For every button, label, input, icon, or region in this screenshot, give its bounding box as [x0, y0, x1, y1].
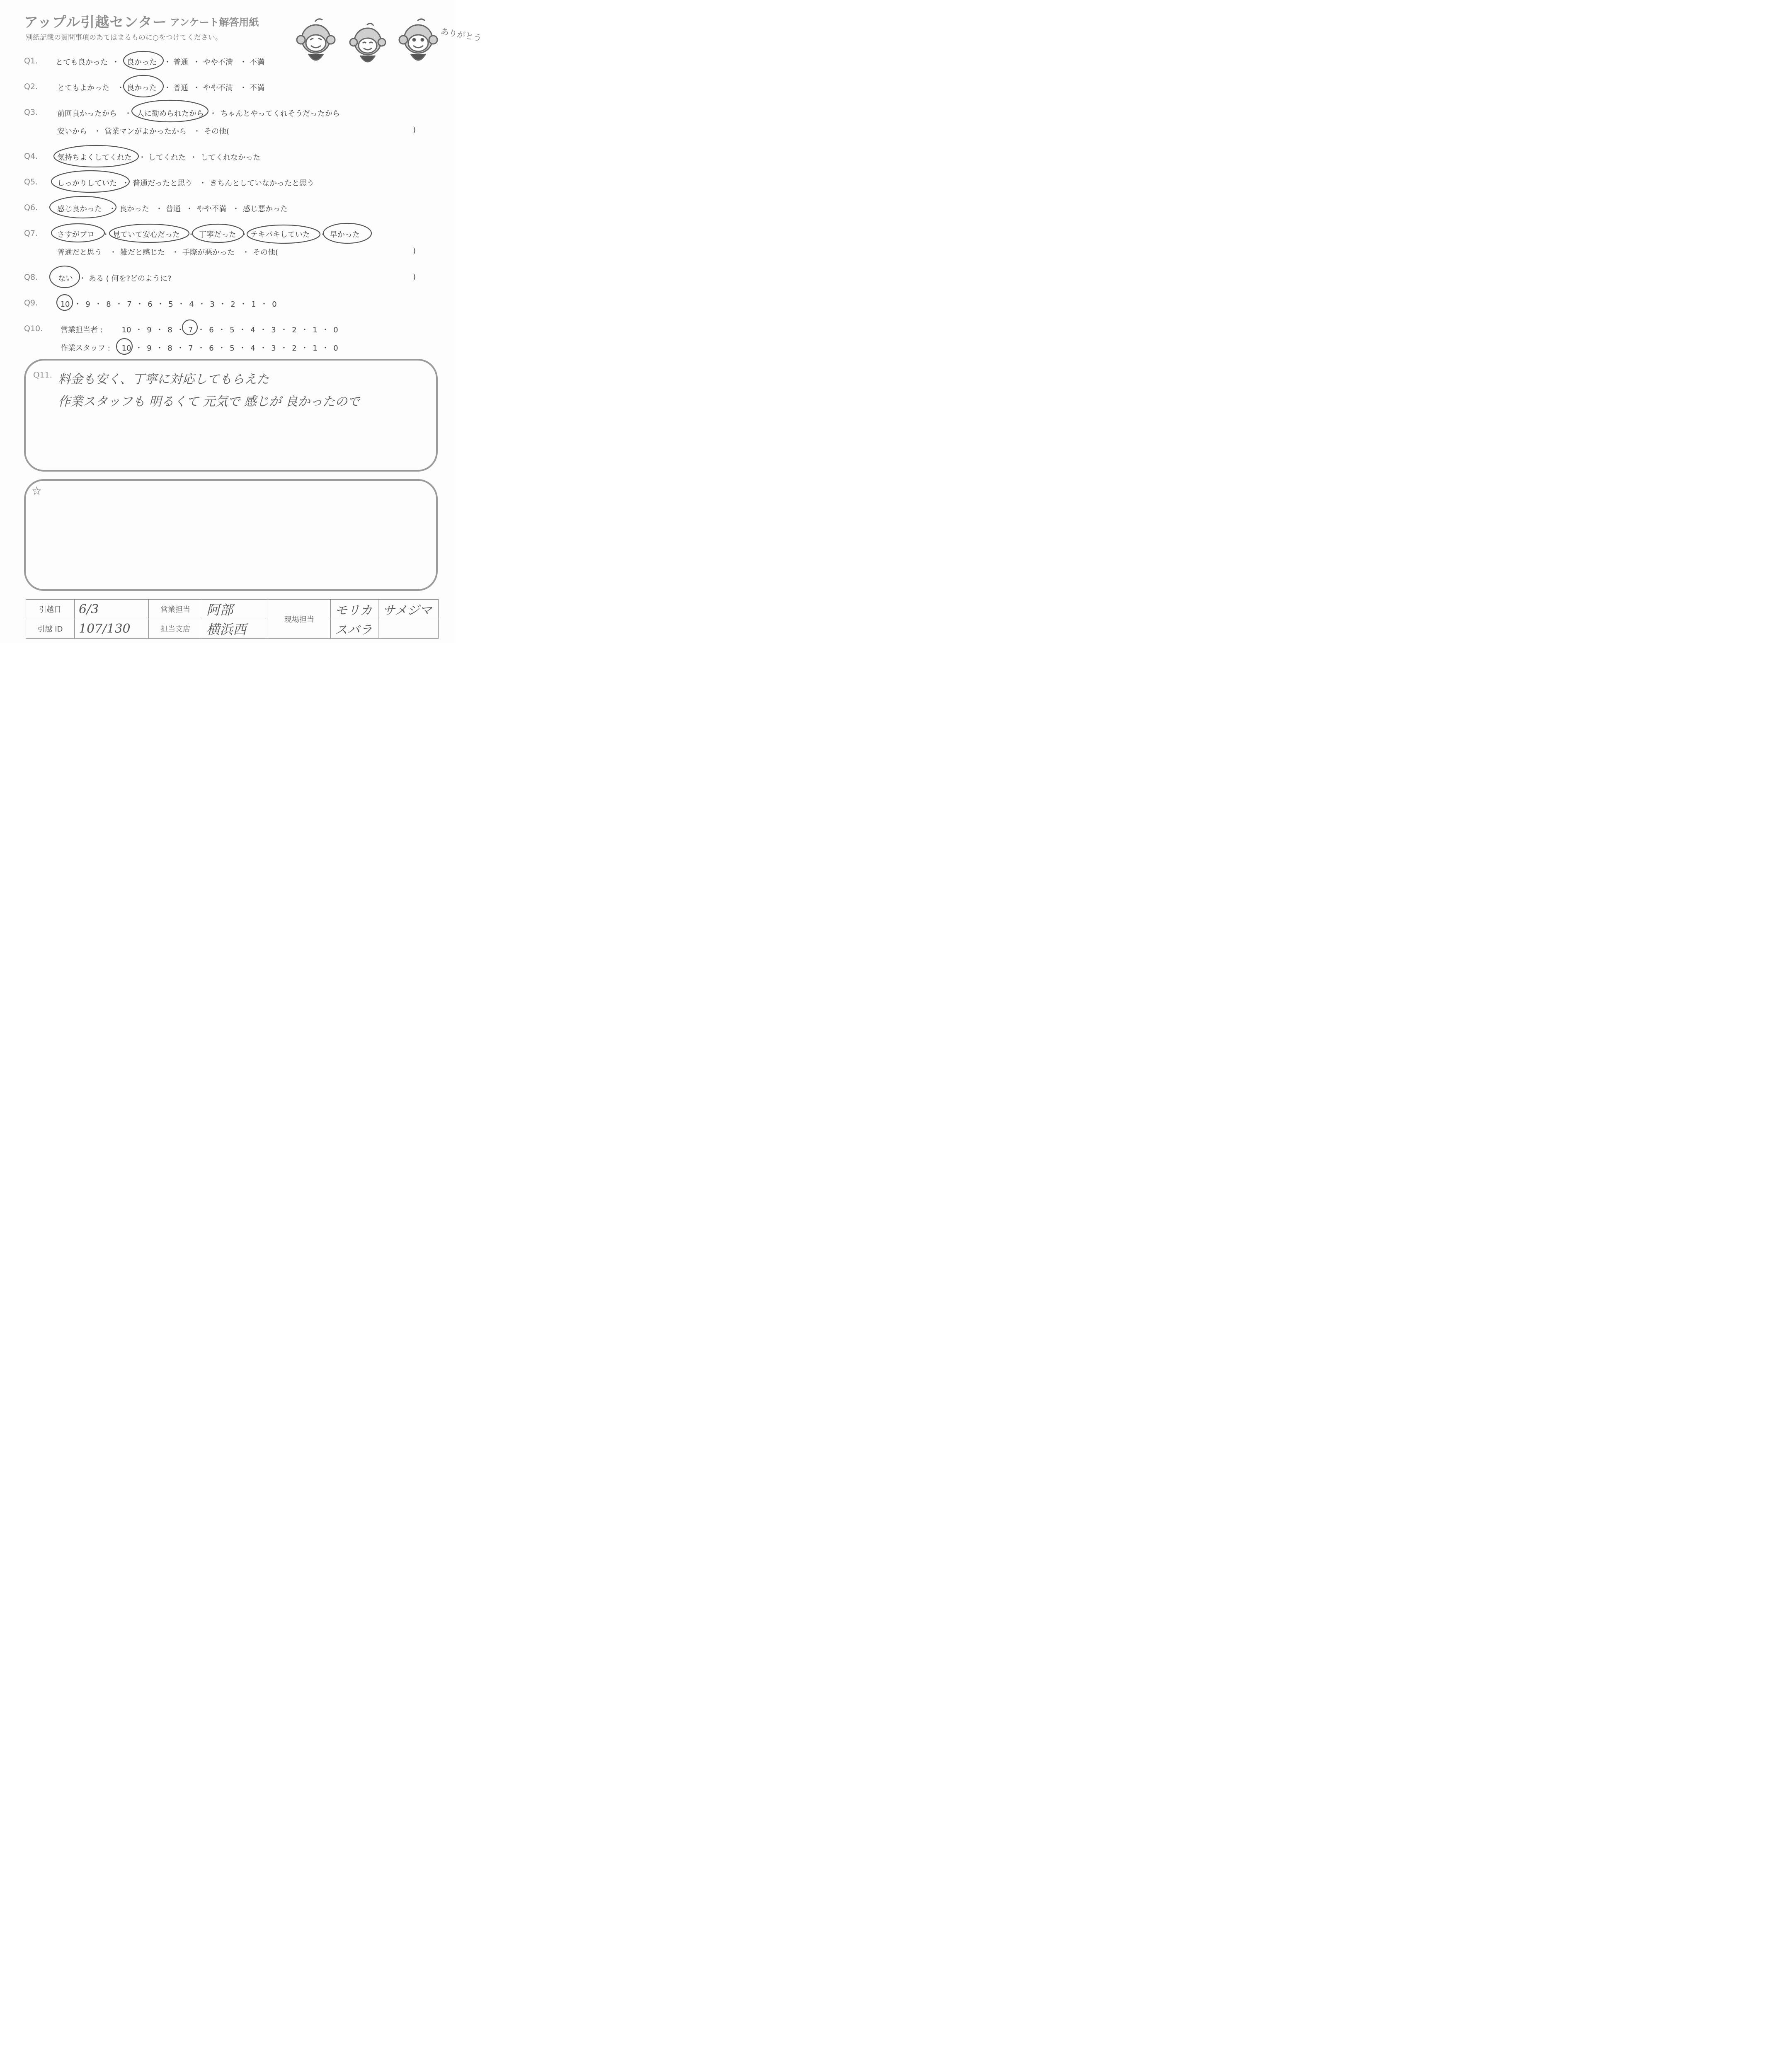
separator: ・	[240, 58, 247, 67]
circle-q4-selected	[54, 145, 138, 167]
separator: ・	[190, 153, 197, 162]
q6-option-4[interactable]: やや不満	[196, 205, 226, 213]
circle-q10-sales-selected	[182, 320, 197, 335]
field-staff-2[interactable]: サメジマ	[378, 600, 439, 619]
company-title: アップル引越センター	[24, 14, 167, 31]
q10-sales-option-9[interactable]: 9	[147, 326, 152, 334]
separator: ・	[322, 344, 329, 353]
q10-sales-option-2[interactable]: 2	[292, 326, 297, 334]
q2-option-2[interactable]: 良かった	[127, 84, 157, 92]
q5-option-3[interactable]: きちんとしていなかったと思う	[210, 179, 314, 188]
q1-option-3[interactable]: 普通	[173, 58, 188, 67]
q3-option-1[interactable]: 前回良かったから	[57, 109, 117, 118]
separator: ・	[301, 344, 308, 353]
move-date-label: 引越日	[26, 600, 75, 619]
q7-option-3[interactable]: 丁寧だった	[199, 230, 236, 239]
q9-option-0[interactable]: 0	[272, 300, 277, 309]
separator: ・	[280, 326, 288, 334]
separator: ・	[193, 84, 200, 92]
q4-option-2[interactable]: してくれた	[148, 153, 186, 162]
q9-option-2[interactable]: 2	[230, 300, 235, 309]
separator: ・	[193, 58, 200, 67]
q1-option-1[interactable]: とても良かった	[56, 58, 108, 67]
q8-option-1[interactable]: ない	[58, 274, 73, 283]
q3-option-2[interactable]: 人に勧められたから	[137, 109, 204, 118]
separator: ・	[138, 153, 146, 162]
separator: ・	[74, 300, 81, 309]
separator: ・	[197, 344, 205, 353]
q5-option-2[interactable]: 普通だったと思う	[133, 179, 192, 188]
q2-option-3[interactable]: 普通	[173, 84, 188, 92]
separator: ・	[164, 84, 171, 92]
q1-option-5[interactable]: 不満	[250, 58, 264, 67]
q2-option-5[interactable]: 不満	[250, 84, 264, 92]
separator: ・	[109, 248, 117, 257]
star-icon: ☆	[32, 484, 42, 498]
separator: ・	[177, 326, 184, 334]
q10-sales-option-0[interactable]: 0	[333, 326, 338, 334]
separator: ・	[95, 300, 102, 309]
separator: ・	[209, 109, 217, 118]
q10-sales-option-5[interactable]: 5	[230, 326, 235, 334]
circle-q10-staff-selected	[116, 339, 132, 354]
q2-label: Q2.	[24, 82, 38, 91]
q9-option-7[interactable]: 7	[127, 300, 132, 309]
q10-sales-option-7[interactable]: 7	[188, 326, 193, 334]
separator: ・	[109, 205, 116, 213]
separator: ・	[135, 344, 143, 353]
separator: ・	[239, 344, 246, 353]
separator: ・	[136, 300, 143, 309]
separator: ・	[319, 230, 327, 239]
q9-label: Q9.	[24, 298, 38, 307]
q3-option-4[interactable]: 安いから	[57, 127, 87, 136]
q7-option-5[interactable]: 早かった	[330, 230, 360, 239]
separator: ・	[177, 300, 185, 309]
field-staff-4[interactable]	[378, 619, 439, 639]
q11-handwriting-line-1: 料金も安く、丁寧に対応してもらえた	[58, 372, 269, 387]
sales-rep-value[interactable]: 阿部	[202, 600, 268, 619]
separator: ・	[218, 326, 225, 334]
separator: ・	[199, 179, 206, 188]
q2-option-1[interactable]: とてもよかった	[57, 84, 109, 92]
separator: ・	[198, 300, 206, 309]
q7-option-9[interactable]: その他(	[253, 248, 279, 257]
separator: ・	[187, 230, 195, 239]
instructions: 別紙記載の質問事項のあてはまるものに○をつけてください。	[26, 34, 222, 42]
q3-option-5[interactable]: 営業マンがよかったから	[104, 127, 187, 136]
survey-sheet	[0, 0, 482, 644]
circle-q1-selected	[124, 51, 163, 70]
q5-option-1[interactable]: しっかりしていた	[57, 179, 117, 188]
q1-option-2[interactable]: 良かった	[127, 58, 157, 67]
separator: ・	[322, 326, 329, 334]
mascot-thanks-text: ありがとう	[440, 26, 482, 44]
q6-option-2[interactable]: 良かった	[119, 205, 149, 213]
q4-option-1[interactable]: 気持ちよくしてくれた	[57, 153, 132, 162]
q6-option-1[interactable]: 感じ良かった	[57, 205, 102, 213]
q7-option-8[interactable]: 手際が悪かった	[182, 248, 235, 257]
q2-option-4[interactable]: やや不満	[203, 84, 233, 92]
move-date-value[interactable]: 6/3	[75, 600, 149, 619]
circle-q7-selected-1	[51, 224, 104, 242]
q9-option-6[interactable]: 6	[148, 300, 153, 309]
separator: ・	[242, 248, 250, 257]
q10-sales-option-6[interactable]: 6	[209, 326, 214, 334]
separator: ・	[240, 230, 248, 239]
separator: ・	[122, 179, 129, 188]
q3-option-6[interactable]: その他(	[204, 127, 230, 136]
circle-q6-selected	[50, 196, 116, 218]
separator: ・	[240, 300, 247, 309]
separator: ・	[112, 58, 119, 67]
separator: ・	[259, 344, 267, 353]
sales-rep-label: 営業担当	[149, 600, 202, 619]
q10-staff-option-0[interactable]: 0	[333, 344, 338, 353]
q8-label: Q8.	[24, 273, 38, 282]
separator: ・	[156, 326, 163, 334]
q10-staff-option-3[interactable]: 3	[271, 344, 276, 353]
separator: ・	[156, 344, 163, 353]
circle-q7-selected-3	[192, 224, 244, 242]
q9-option-10[interactable]: 10	[60, 300, 70, 309]
q7-option-2[interactable]: 見ていて安心だった	[113, 230, 180, 239]
footer-info-table	[26, 599, 439, 639]
q8-option-2[interactable]: ある ( 何を?どのように?	[89, 274, 172, 283]
separator: ・	[186, 205, 193, 213]
branch-value[interactable]: 横浜西	[202, 619, 268, 639]
separator: ・	[259, 326, 267, 334]
q6-label: Q6.	[24, 203, 38, 212]
q3-option-3[interactable]: ちゃんとやってくれそうだったから	[221, 109, 340, 118]
separator: ・	[115, 300, 123, 309]
q6-option-3[interactable]: 普通	[166, 205, 181, 213]
field-staff-3[interactable]: スバラ	[331, 619, 378, 639]
q4-option-3[interactable]: してくれなかった	[201, 153, 260, 162]
circle-q8-selected	[50, 266, 80, 288]
separator: ・	[239, 326, 246, 334]
q9-option-1[interactable]: 1	[251, 300, 256, 309]
separator: ・	[102, 230, 109, 239]
q10-sales-option-4[interactable]: 4	[250, 326, 255, 334]
circle-q5-selected	[51, 171, 129, 192]
q9-option-3[interactable]: 3	[210, 300, 215, 309]
separator: ・	[240, 84, 247, 92]
q8-close-paren: )	[413, 273, 416, 281]
q5-label: Q5.	[24, 177, 38, 186]
q7-option-6[interactable]: 普通だと思う	[57, 248, 102, 257]
q10-sales-option-10[interactable]: 10	[121, 326, 131, 334]
separator: ・	[193, 127, 201, 136]
q10-sales-option-8[interactable]: 8	[167, 326, 172, 334]
q7-close-paren: )	[413, 247, 416, 255]
q9-option-8[interactable]: 8	[106, 300, 111, 309]
q10-staff-option-10[interactable]: 10	[121, 344, 131, 353]
q10-staff-option-4[interactable]: 4	[250, 344, 255, 353]
q10-sales-option-1[interactable]: 1	[313, 326, 318, 334]
q4-label: Q4.	[24, 152, 38, 161]
separator: ・	[79, 274, 86, 283]
branch-label: 担当支店	[149, 619, 202, 639]
q11-handwriting-line-2: 作業スタッフも 明るくて 元気で 感じが 良かったので	[58, 395, 360, 409]
separator: ・	[117, 84, 124, 92]
move-id-label: 引越 ID	[26, 619, 75, 639]
separator: ・	[301, 326, 308, 334]
field-staff-1[interactable]: モリカ	[331, 600, 378, 619]
q9-option-5[interactable]: 5	[168, 300, 173, 309]
q1-label: Q1.	[24, 56, 38, 65]
q10-staff-option-9[interactable]: 9	[147, 344, 152, 353]
q9-option-4[interactable]: 4	[189, 300, 194, 309]
separator: ・	[260, 300, 268, 309]
q7-option-1[interactable]: さすがプロ	[57, 230, 95, 239]
separator: ・	[177, 344, 184, 353]
q10-sales-option-3[interactable]: 3	[271, 326, 276, 334]
separator: ・	[232, 205, 240, 213]
separator: ・	[172, 248, 179, 257]
circle-q2-selected	[124, 75, 163, 97]
q10-sales-label: 営業担当者 :	[61, 326, 103, 334]
move-id-value[interactable]: 107/130	[75, 619, 149, 639]
notes-box[interactable]	[24, 479, 438, 591]
sheet-subtitle: アンケート解答用紙	[170, 17, 259, 28]
q10-staff-label: 作業スタッフ :	[61, 344, 110, 353]
separator: ・	[197, 326, 205, 334]
q6-option-5[interactable]: 感じ悪かった	[243, 205, 288, 213]
separator: ・	[157, 300, 164, 309]
q10-staff-option-5[interactable]: 5	[230, 344, 235, 353]
separator: ・	[164, 58, 171, 67]
handwritten-marks	[0, 0, 456, 373]
q9-option-9[interactable]: 9	[85, 300, 90, 309]
q3-close-paren: )	[413, 126, 416, 134]
q11-label: Q11.	[33, 370, 52, 380]
separator: ・	[94, 127, 101, 136]
q7-option-4[interactable]: テキパキしていた	[250, 230, 310, 239]
q10-staff-option-2[interactable]: 2	[292, 344, 297, 353]
q10-label: Q10.	[24, 324, 43, 333]
q7-option-7[interactable]: 雑だと感じた	[120, 248, 165, 257]
separator: ・	[218, 344, 225, 353]
q10-staff-option-7[interactable]: 7	[188, 344, 193, 353]
circle-q7-selected-4	[247, 225, 320, 243]
field-staff-label: 現場担当	[268, 600, 331, 639]
circle-q3-selected	[132, 100, 208, 122]
q10-staff-option-6[interactable]: 6	[209, 344, 214, 353]
separator: ・	[219, 300, 226, 309]
separator: ・	[135, 326, 143, 334]
circle-q7-selected-2	[109, 224, 189, 242]
circle-q7-selected-5	[323, 223, 371, 243]
q10-staff-option-1[interactable]: 1	[313, 344, 318, 353]
q3-label: Q3.	[24, 108, 38, 117]
separator: ・	[155, 205, 163, 213]
separator: ・	[124, 109, 132, 118]
q7-label: Q7.	[24, 229, 38, 238]
q10-staff-option-8[interactable]: 8	[167, 344, 172, 353]
separator: ・	[280, 344, 288, 353]
q1-option-4[interactable]: やや不満	[203, 58, 233, 67]
circle-q9-selected	[57, 295, 73, 310]
